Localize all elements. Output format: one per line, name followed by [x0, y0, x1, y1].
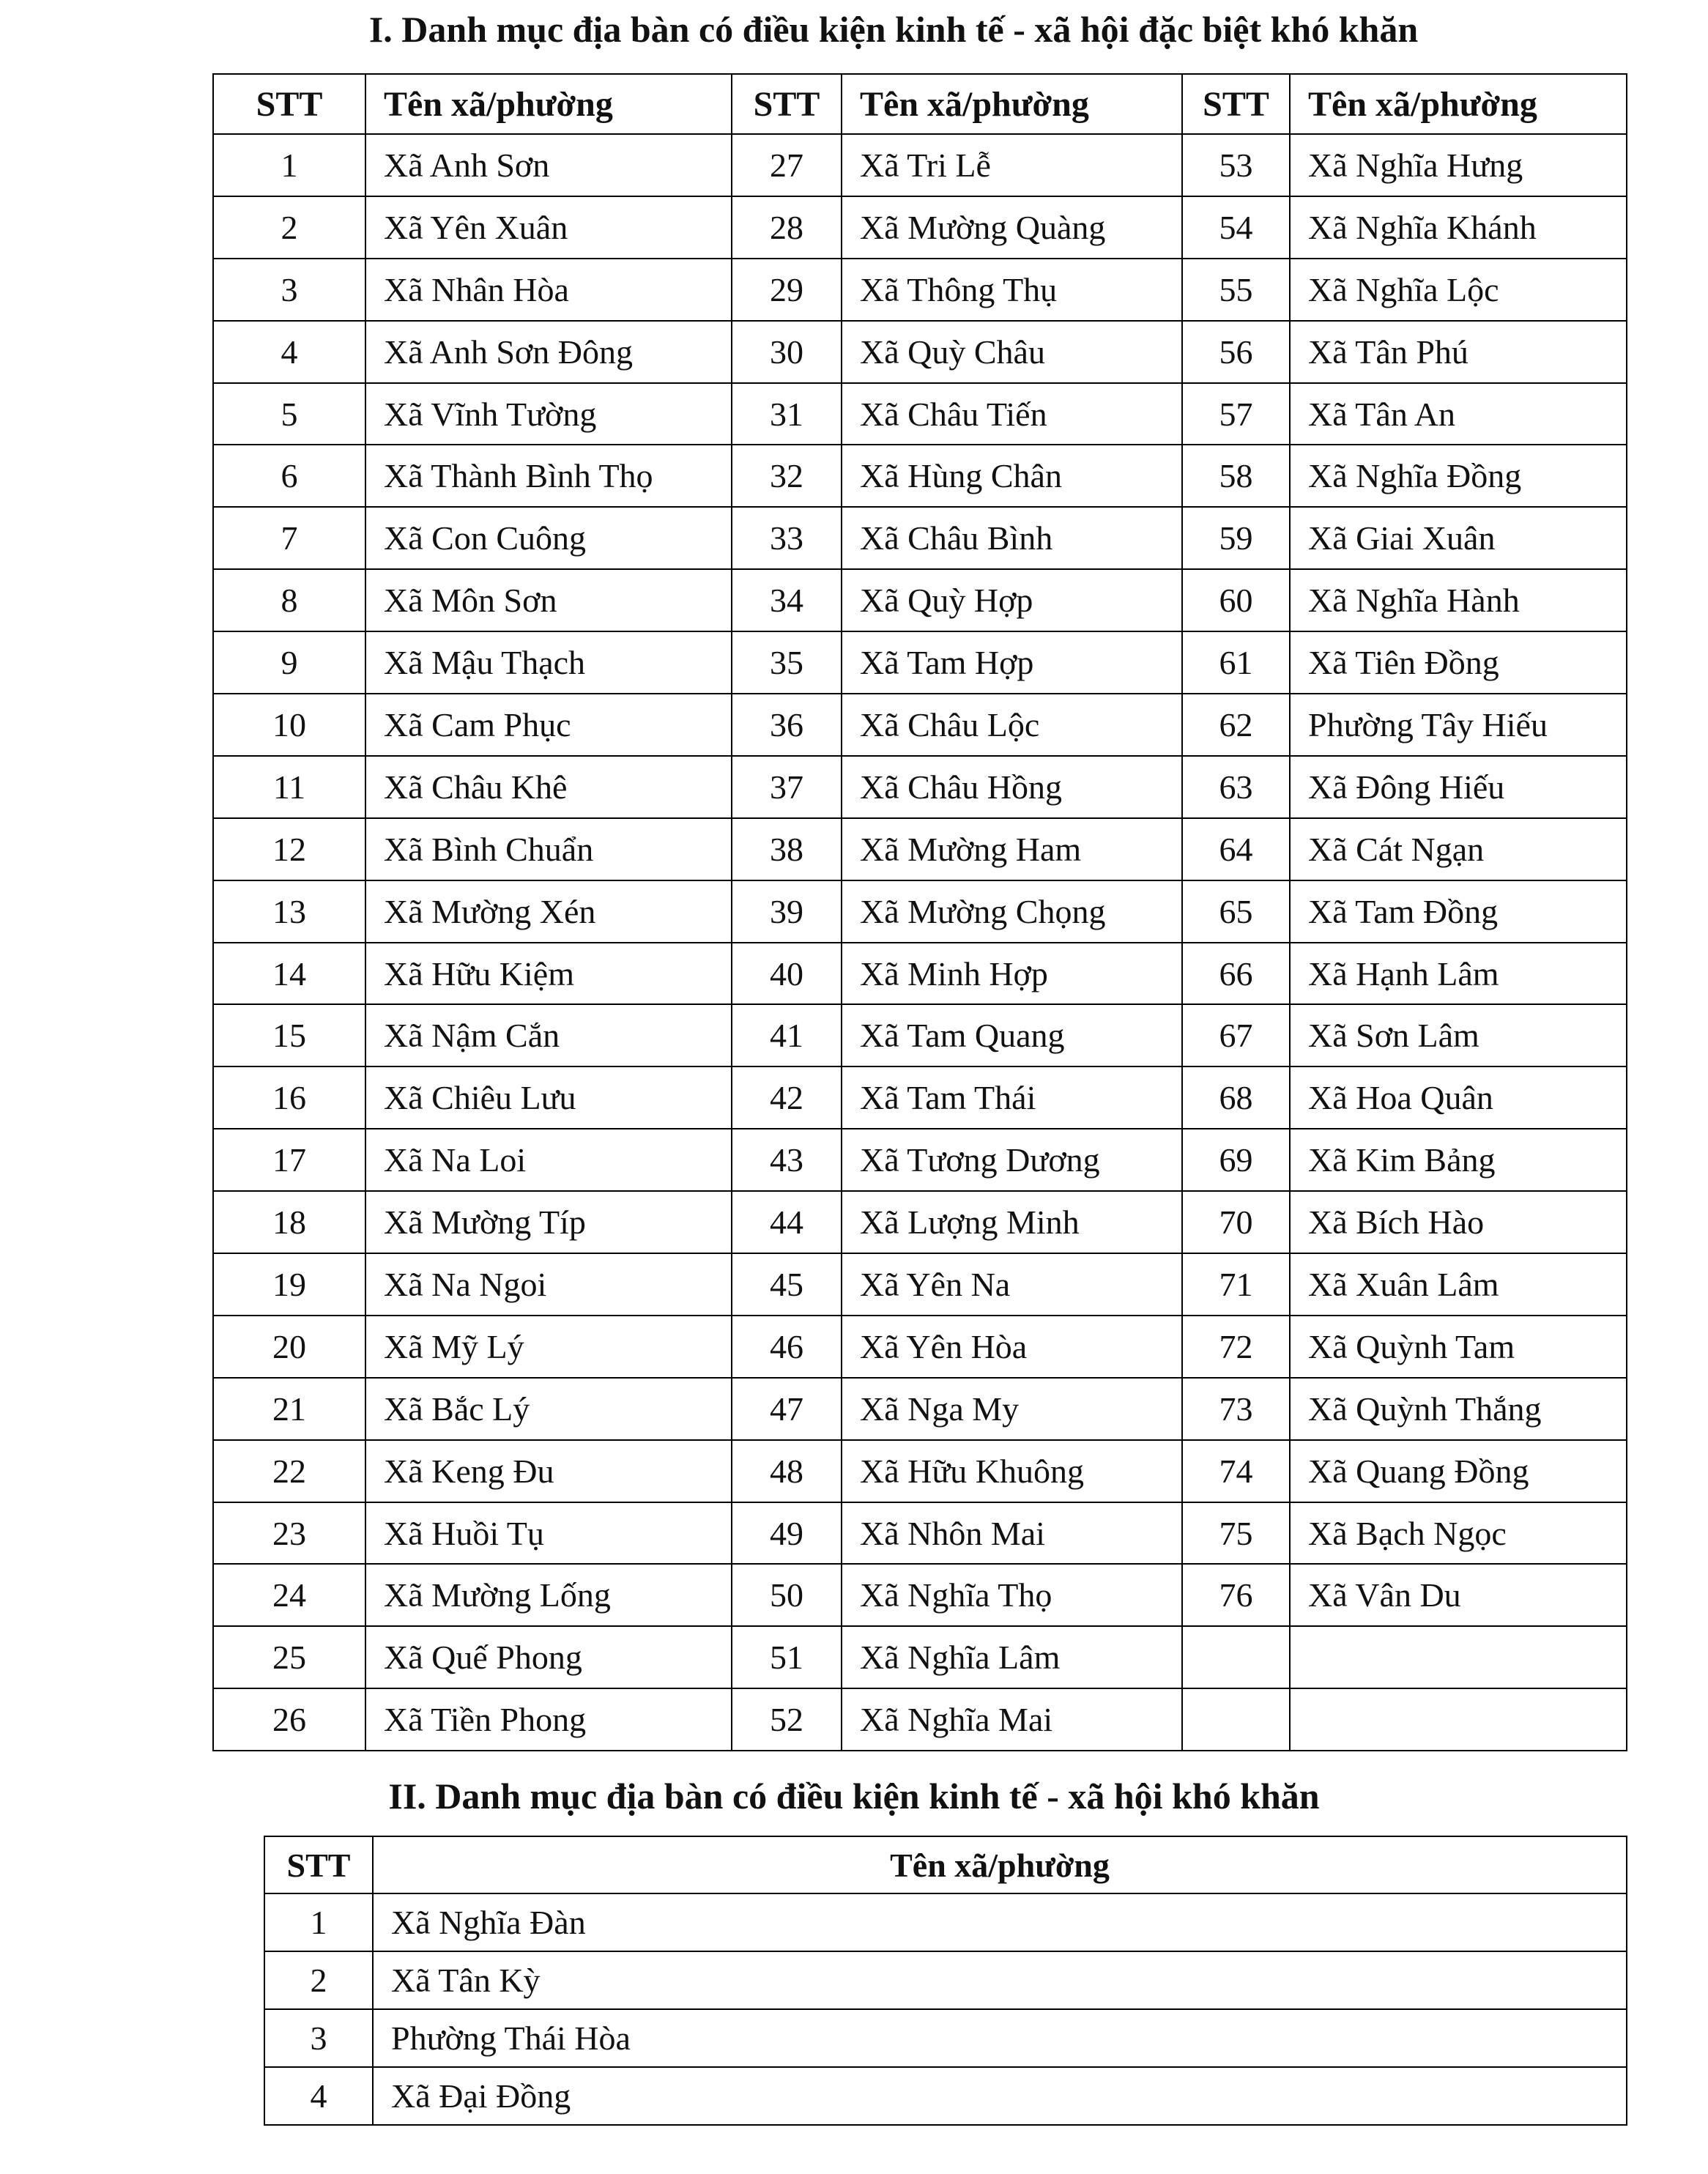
stt-cell: 12	[213, 818, 365, 880]
stt-cell: 48	[732, 1440, 842, 1502]
commune-name-cell: Xã Mường Quàng	[842, 196, 1182, 259]
table-row	[213, 1191, 1627, 1253]
stt-cell: 57	[1182, 383, 1290, 445]
commune-name-cell: Xã Tam Đồng	[1290, 880, 1627, 943]
stt-cell: 42	[732, 1066, 842, 1129]
stt-cell: 69	[1182, 1129, 1290, 1191]
commune-name-cell: Xã Na Loi	[365, 1129, 732, 1191]
stt-cell: 29	[732, 259, 842, 321]
commune-name-cell: Xã Hùng Chân	[842, 445, 1182, 507]
difficulty-table	[264, 1836, 1627, 2126]
commune-name-cell: Xã Hạnh Lâm	[1290, 943, 1627, 1005]
stt-cell: 23	[213, 1502, 365, 1565]
commune-name-cell: Xã Đại Đồng	[373, 2067, 1627, 2125]
stt-cell: 46	[732, 1316, 842, 1378]
commune-name-cell: Xã Yên Na	[842, 1253, 1182, 1316]
header-name: Tên xã/phường	[1290, 74, 1627, 134]
section-1-title: I. Danh mục địa bàn có điều kiện kinh tế - xã hội đặc biệt khó khăn	[368, 9, 1419, 50]
commune-name-cell: Xã Nghĩa Hưng	[1290, 134, 1627, 196]
commune-name-cell: Xã Quang Đồng	[1290, 1440, 1627, 1502]
commune-name-cell: Xã Nghĩa Hành	[1290, 569, 1627, 631]
commune-name-cell: Xã Bắc Lý	[365, 1378, 732, 1440]
commune-name-cell: Xã Châu Khê	[365, 756, 732, 818]
stt-cell: 25	[213, 1626, 365, 1688]
stt-cell: 30	[732, 321, 842, 383]
commune-name-cell: Xã Châu Hồng	[842, 756, 1182, 818]
table-row	[264, 2009, 1627, 2067]
commune-name-cell: Xã Quỳ Châu	[842, 321, 1182, 383]
table-row	[213, 880, 1627, 943]
header-stt: STT	[732, 74, 842, 134]
commune-name-cell: Xã Môn Sơn	[365, 569, 732, 631]
commune-name-cell: Xã Nậm Cắn	[365, 1004, 732, 1066]
stt-cell: 60	[1182, 569, 1290, 631]
header-stt: STT	[213, 74, 365, 134]
table-row	[213, 1440, 1627, 1502]
table-row	[213, 1253, 1627, 1316]
stt-cell: 68	[1182, 1066, 1290, 1129]
commune-name-cell: Xã Mường Chọng	[842, 880, 1182, 943]
commune-name-cell: Xã Bạch Ngọc	[1290, 1502, 1627, 1565]
commune-name-cell: Xã Vân Du	[1290, 1564, 1627, 1626]
stt-cell: 35	[732, 631, 842, 694]
table-row	[213, 383, 1627, 445]
commune-name-cell: Xã Anh Sơn	[365, 134, 732, 196]
commune-name-cell: Xã Cam Phục	[365, 694, 732, 756]
table-header-row	[213, 74, 1627, 134]
commune-name-cell: Xã Nghĩa Lâm	[842, 1626, 1182, 1688]
stt-cell: 55	[1182, 259, 1290, 321]
section-2-title: II. Danh mục địa bàn có điều kiện kinh tế - xã hội khó khăn	[388, 1776, 1320, 1817]
stt-cell: 63	[1182, 756, 1290, 818]
commune-name-cell: Xã Châu Lộc	[842, 694, 1182, 756]
header-name: Tên xã/phường	[365, 74, 732, 134]
commune-name-cell: Xã Mường Xén	[365, 880, 732, 943]
stt-cell: 6	[213, 445, 365, 507]
header-stt: STT	[1182, 74, 1290, 134]
stt-cell: 36	[732, 694, 842, 756]
commune-name-cell: Xã Tân Phú	[1290, 321, 1627, 383]
stt-cell: 59	[1182, 507, 1290, 569]
commune-name-cell: Xã Kim Bảng	[1290, 1129, 1627, 1191]
commune-name-cell: Xã Tương Dương	[842, 1129, 1182, 1191]
stt-cell: 5	[213, 383, 365, 445]
stt-cell: 75	[1182, 1502, 1290, 1565]
commune-name-cell: Xã Thành Bình Thọ	[365, 445, 732, 507]
stt-cell: 11	[213, 756, 365, 818]
stt-cell: 66	[1182, 943, 1290, 1005]
table-row	[213, 569, 1627, 631]
stt-cell: 76	[1182, 1564, 1290, 1626]
stt-cell: 53	[1182, 134, 1290, 196]
table-row	[213, 1004, 1627, 1066]
stt-cell: 38	[732, 818, 842, 880]
stt-cell: 34	[732, 569, 842, 631]
commune-name-cell: Xã Tân Kỳ	[373, 1951, 1627, 2009]
commune-name-cell: Xã Yên Xuân	[365, 196, 732, 259]
stt-cell: 47	[732, 1378, 842, 1440]
stt-cell: 64	[1182, 818, 1290, 880]
stt-cell: 19	[213, 1253, 365, 1316]
stt-cell: 15	[213, 1004, 365, 1066]
commune-name-cell: Xã Nghĩa Đồng	[1290, 445, 1627, 507]
table-row	[213, 1502, 1627, 1565]
commune-name-cell: Xã Na Ngoi	[365, 1253, 732, 1316]
table-row	[213, 943, 1627, 1005]
commune-name-cell: Xã Xuân Lâm	[1290, 1253, 1627, 1316]
stt-cell: 56	[1182, 321, 1290, 383]
stt-cell: 28	[732, 196, 842, 259]
commune-name-cell: Xã Tam Quang	[842, 1004, 1182, 1066]
commune-name-cell: Xã Tân An	[1290, 383, 1627, 445]
stt-cell: 4	[264, 2067, 373, 2125]
commune-name-cell: Phường Thái Hòa	[373, 2009, 1627, 2067]
commune-name-cell: Xã Mường Típ	[365, 1191, 732, 1253]
table-row	[264, 2067, 1627, 2125]
header-name: Tên xã/phường	[373, 1836, 1627, 1893]
commune-name-cell: Xã Mậu Thạch	[365, 631, 732, 694]
stt-cell: 3	[264, 2009, 373, 2067]
stt-cell: 2	[264, 1951, 373, 2009]
commune-name-cell: Xã Bình Chuẩn	[365, 818, 732, 880]
stt-cell: 65	[1182, 880, 1290, 943]
table-row	[213, 507, 1627, 569]
commune-name-cell: Xã Nghĩa Khánh	[1290, 196, 1627, 259]
commune-name-cell: Xã Anh Sơn Đông	[365, 321, 732, 383]
stt-cell: 1	[213, 134, 365, 196]
stt-cell: 4	[213, 321, 365, 383]
commune-name-cell: Xã Nghĩa Mai	[842, 1688, 1182, 1751]
commune-name-cell: Xã Con Cuông	[365, 507, 732, 569]
stt-cell	[1182, 1688, 1290, 1751]
commune-name-cell: Xã Vĩnh Tường	[365, 383, 732, 445]
table-row	[213, 631, 1627, 694]
stt-cell: 1	[264, 1893, 373, 1951]
commune-name-cell: Xã Nhân Hòa	[365, 259, 732, 321]
table-row	[213, 1626, 1627, 1688]
commune-name-cell: Xã Bích Hào	[1290, 1191, 1627, 1253]
commune-name-cell	[1290, 1688, 1627, 1751]
table-row	[213, 134, 1627, 196]
stt-cell: 22	[213, 1440, 365, 1502]
commune-name-cell: Xã Châu Tiến	[842, 383, 1182, 445]
commune-name-cell: Xã Hữu Kiệm	[365, 943, 732, 1005]
stt-cell: 14	[213, 943, 365, 1005]
commune-name-cell: Xã Sơn Lâm	[1290, 1004, 1627, 1066]
table-row	[213, 445, 1627, 507]
table-row	[213, 196, 1627, 259]
stt-cell: 10	[213, 694, 365, 756]
table-row	[213, 1066, 1627, 1129]
commune-name-cell: Xã Nhôn Mai	[842, 1502, 1182, 1565]
commune-name-cell: Xã Chiêu Lưu	[365, 1066, 732, 1129]
stt-cell: 44	[732, 1191, 842, 1253]
stt-cell: 21	[213, 1378, 365, 1440]
commune-name-cell: Xã Mường Ham	[842, 818, 1182, 880]
table-row	[213, 1316, 1627, 1378]
commune-name-cell: Xã Đông Hiếu	[1290, 756, 1627, 818]
stt-cell: 70	[1182, 1191, 1290, 1253]
special-difficulty-table	[212, 73, 1627, 1751]
stt-cell: 40	[732, 943, 842, 1005]
stt-cell: 9	[213, 631, 365, 694]
commune-name-cell: Phường Tây Hiếu	[1290, 694, 1627, 756]
stt-cell: 52	[732, 1688, 842, 1751]
stt-cell: 18	[213, 1191, 365, 1253]
stt-cell: 26	[213, 1688, 365, 1751]
commune-name-cell: Xã Huồi Tụ	[365, 1502, 732, 1565]
table-row	[213, 756, 1627, 818]
stt-cell: 2	[213, 196, 365, 259]
table-row	[213, 1688, 1627, 1751]
stt-cell: 13	[213, 880, 365, 943]
commune-name-cell	[1290, 1626, 1627, 1688]
commune-name-cell: Xã Keng Đu	[365, 1440, 732, 1502]
commune-name-cell: Xã Tiên Đồng	[1290, 631, 1627, 694]
table-header-row	[264, 1836, 1627, 1893]
stt-cell: 32	[732, 445, 842, 507]
commune-name-cell: Xã Quỳnh Tam	[1290, 1316, 1627, 1378]
table-row	[213, 1378, 1627, 1440]
table-row	[213, 694, 1627, 756]
stt-cell: 24	[213, 1564, 365, 1626]
commune-name-cell: Xã Châu Bình	[842, 507, 1182, 569]
stt-cell: 20	[213, 1316, 365, 1378]
stt-cell: 16	[213, 1066, 365, 1129]
stt-cell: 61	[1182, 631, 1290, 694]
commune-name-cell: Xã Quế Phong	[365, 1626, 732, 1688]
table-row	[264, 1893, 1627, 1951]
commune-name-cell: Xã Mường Lống	[365, 1564, 732, 1626]
table-row	[213, 1129, 1627, 1191]
stt-cell: 43	[732, 1129, 842, 1191]
commune-name-cell: Xã Nghĩa Thọ	[842, 1564, 1182, 1626]
commune-name-cell: Xã Tam Hợp	[842, 631, 1182, 694]
commune-name-cell: Xã Tam Thái	[842, 1066, 1182, 1129]
commune-name-cell: Xã Hữu Khuông	[842, 1440, 1182, 1502]
commune-name-cell: Xã Nga My	[842, 1378, 1182, 1440]
stt-cell	[1182, 1626, 1290, 1688]
stt-cell: 62	[1182, 694, 1290, 756]
table-row	[213, 1564, 1627, 1626]
commune-name-cell: Xã Quỳnh Thắng	[1290, 1378, 1627, 1440]
stt-cell: 51	[732, 1626, 842, 1688]
header-stt: STT	[264, 1836, 373, 1893]
stt-cell: 58	[1182, 445, 1290, 507]
commune-name-cell: Xã Nghĩa Đàn	[373, 1893, 1627, 1951]
table-row	[264, 1951, 1627, 2009]
stt-cell: 73	[1182, 1378, 1290, 1440]
stt-cell: 37	[732, 756, 842, 818]
commune-name-cell: Xã Thông Thụ	[842, 259, 1182, 321]
commune-name-cell: Xã Quỳ Hợp	[842, 569, 1182, 631]
commune-name-cell: Xã Lượng Minh	[842, 1191, 1182, 1253]
table-row	[213, 321, 1627, 383]
commune-name-cell: Xã Giai Xuân	[1290, 507, 1627, 569]
commune-name-cell: Xã Nghĩa Lộc	[1290, 259, 1627, 321]
stt-cell: 50	[732, 1564, 842, 1626]
commune-name-cell: Xã Cát Ngạn	[1290, 818, 1627, 880]
stt-cell: 71	[1182, 1253, 1290, 1316]
stt-cell: 7	[213, 507, 365, 569]
table-row	[213, 259, 1627, 321]
stt-cell: 72	[1182, 1316, 1290, 1378]
stt-cell: 27	[732, 134, 842, 196]
table-row	[213, 818, 1627, 880]
commune-name-cell: Xã Mỹ Lý	[365, 1316, 732, 1378]
stt-cell: 39	[732, 880, 842, 943]
stt-cell: 31	[732, 383, 842, 445]
header-name: Tên xã/phường	[842, 74, 1182, 134]
stt-cell: 41	[732, 1004, 842, 1066]
stt-cell: 74	[1182, 1440, 1290, 1502]
stt-cell: 54	[1182, 196, 1290, 259]
stt-cell: 33	[732, 507, 842, 569]
stt-cell: 8	[213, 569, 365, 631]
stt-cell: 49	[732, 1502, 842, 1565]
stt-cell: 45	[732, 1253, 842, 1316]
commune-name-cell: Xã Tiền Phong	[365, 1688, 732, 1751]
commune-name-cell: Xã Hoa Quân	[1290, 1066, 1627, 1129]
stt-cell: 3	[213, 259, 365, 321]
commune-name-cell: Xã Minh Hợp	[842, 943, 1182, 1005]
stt-cell: 67	[1182, 1004, 1290, 1066]
commune-name-cell: Xã Tri Lễ	[842, 134, 1182, 196]
commune-name-cell: Xã Yên Hòa	[842, 1316, 1182, 1378]
stt-cell: 17	[213, 1129, 365, 1191]
